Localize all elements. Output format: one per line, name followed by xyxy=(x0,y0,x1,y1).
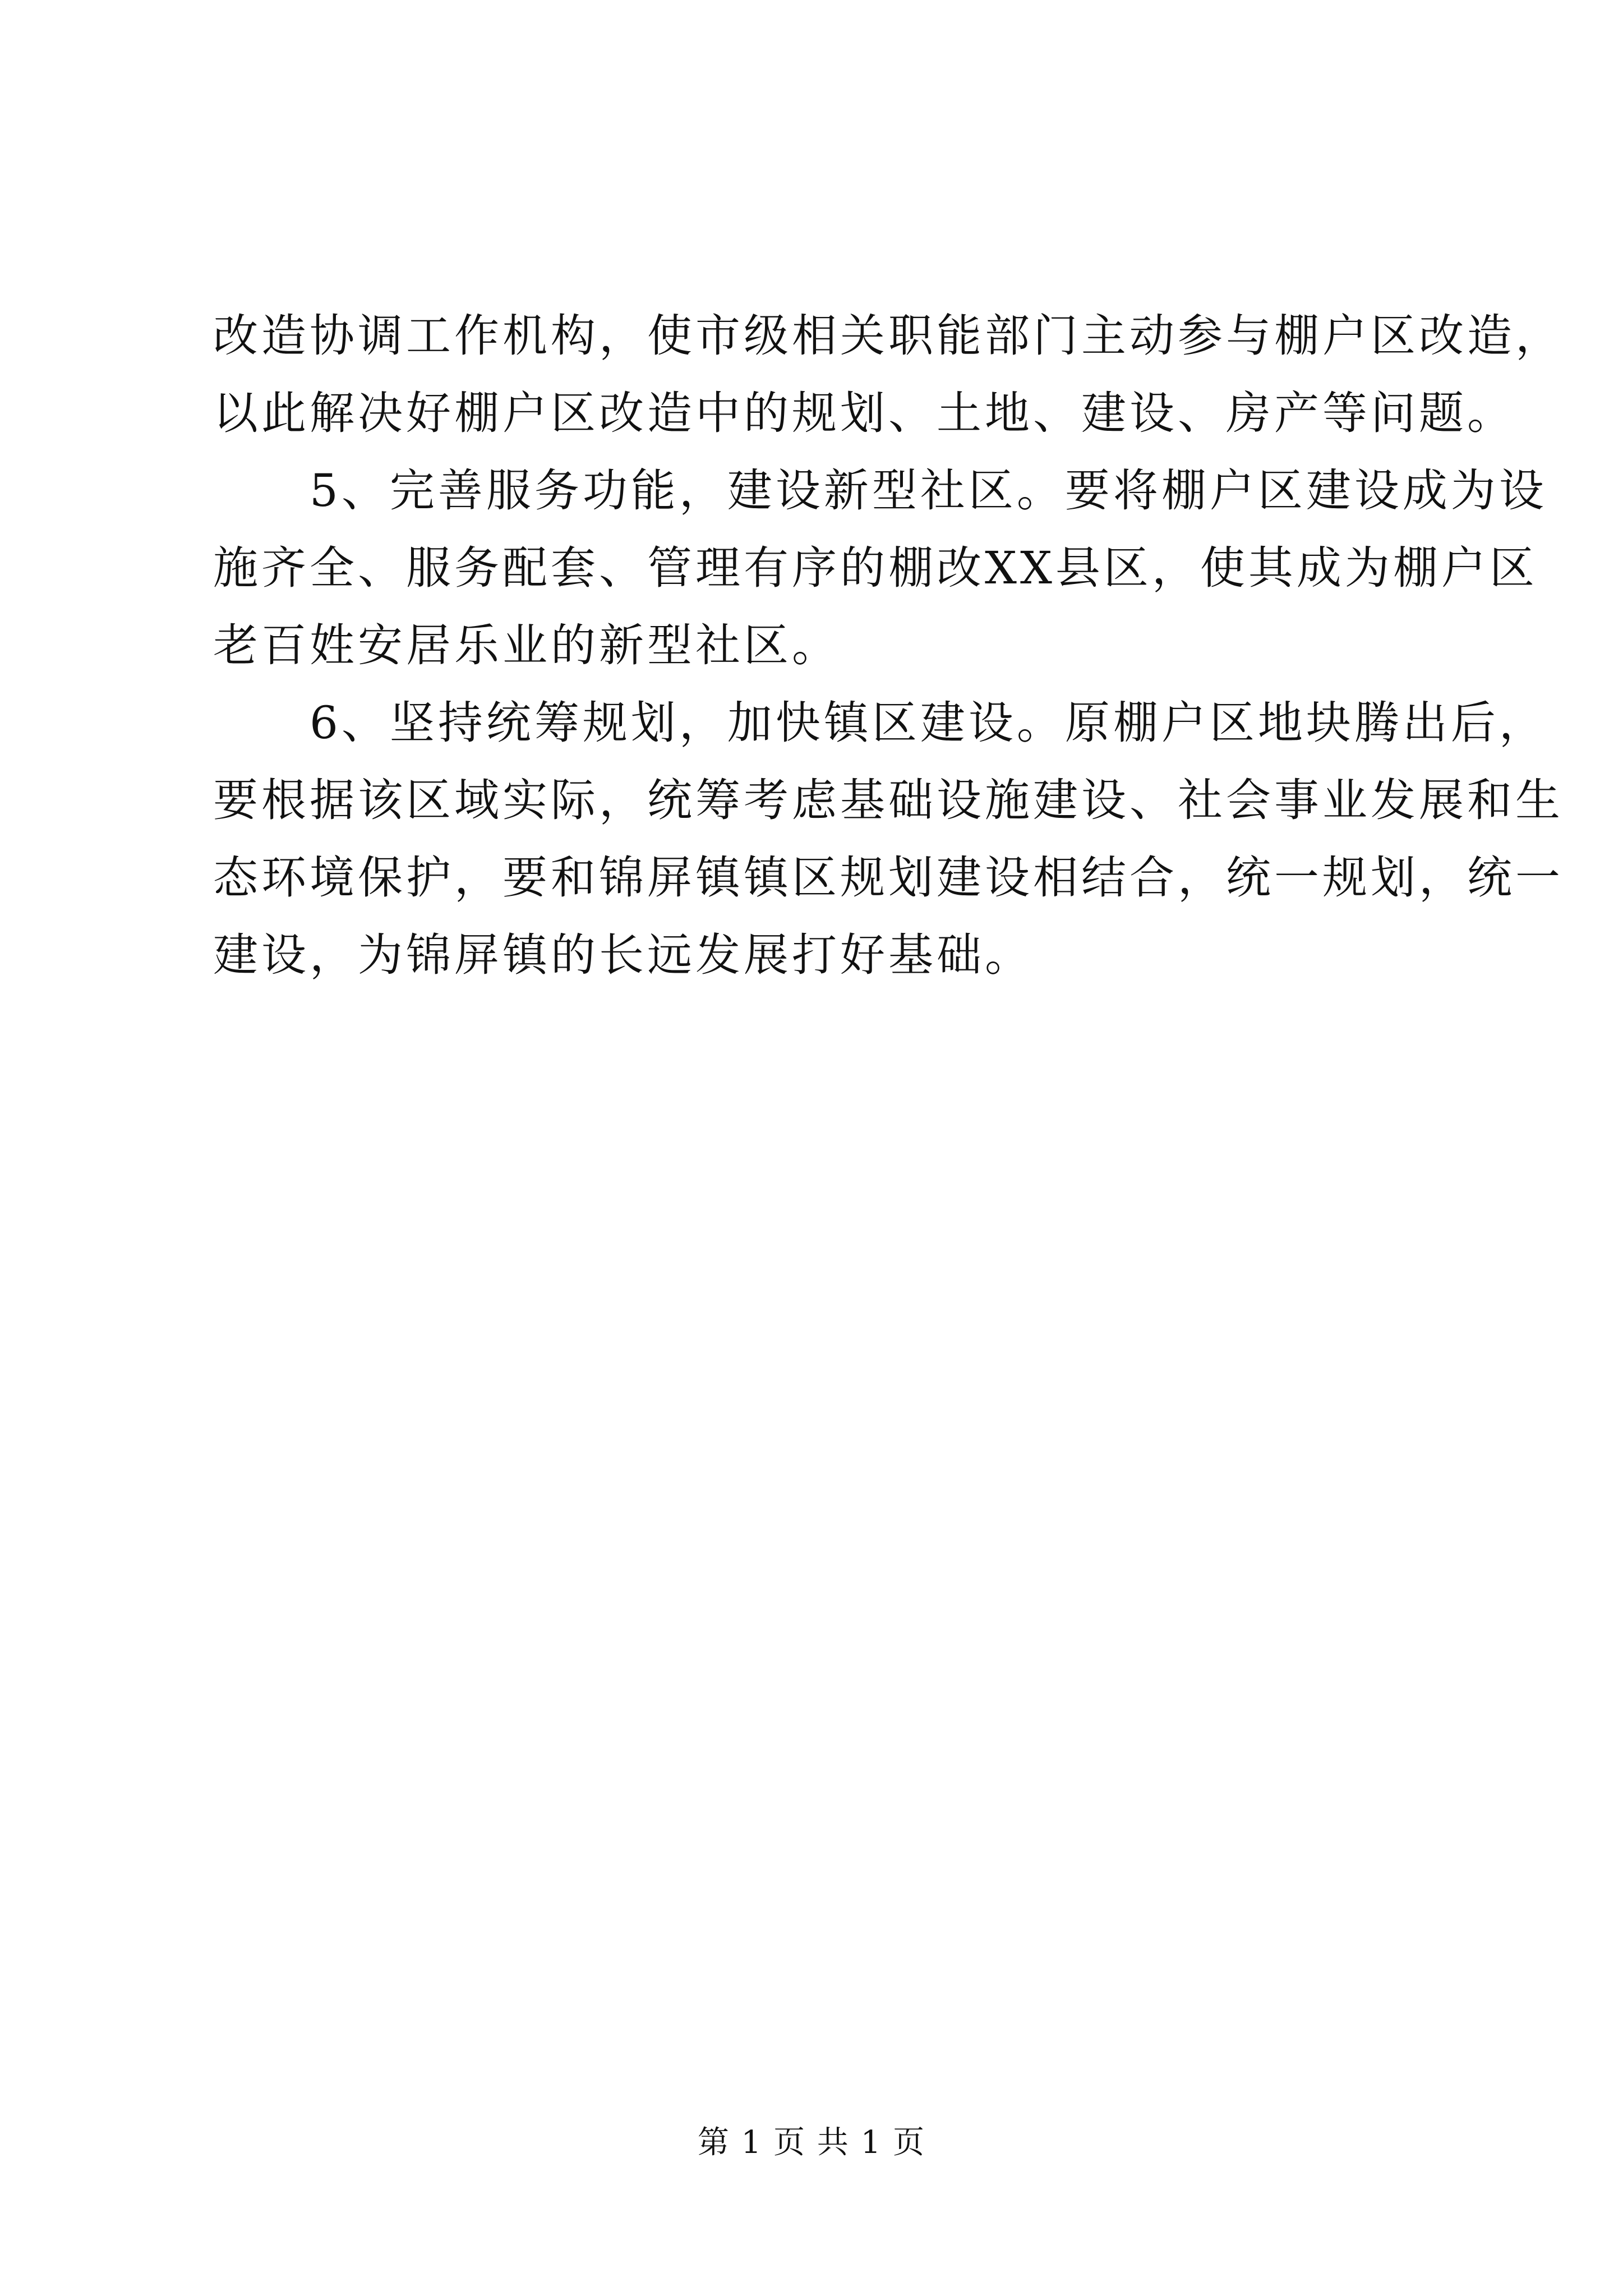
text-line: 以此解决好棚户区改造中的规划、土地、建设、房产等问题。 xyxy=(213,387,1515,439)
page-number-footer: 第 1 页 共 1 页 xyxy=(697,2124,926,2161)
text-line: 改造协调工作机构，使市级相关职能部门主动参与棚户区改造， xyxy=(213,310,1564,362)
text-line: 施齐全、服务配套、管理有序的棚改XX县区，使其成为棚户区 xyxy=(213,542,1538,594)
text-line: 要根据该区域实际，统筹考虑基础设施建设、社会事业发展和生 xyxy=(213,774,1564,826)
paragraph-start-line: 5、完善服务功能，建设新型社区。要将棚户区建设成为设 xyxy=(310,464,1547,517)
text-line: 老百姓安居乐业的新型社区。 xyxy=(213,619,840,671)
paragraph-start-line: 6、坚持统筹规划，加快镇区建设。原棚户区地块腾出后， xyxy=(310,697,1547,749)
document-body xyxy=(213,297,1564,994)
text-line: 态环境保护，要和锦屏镇镇区规划建设相结合，统一规划，统一 xyxy=(213,852,1564,904)
text-line: 建设，为锦屏镇的长远发展打好基础。 xyxy=(213,929,1033,981)
